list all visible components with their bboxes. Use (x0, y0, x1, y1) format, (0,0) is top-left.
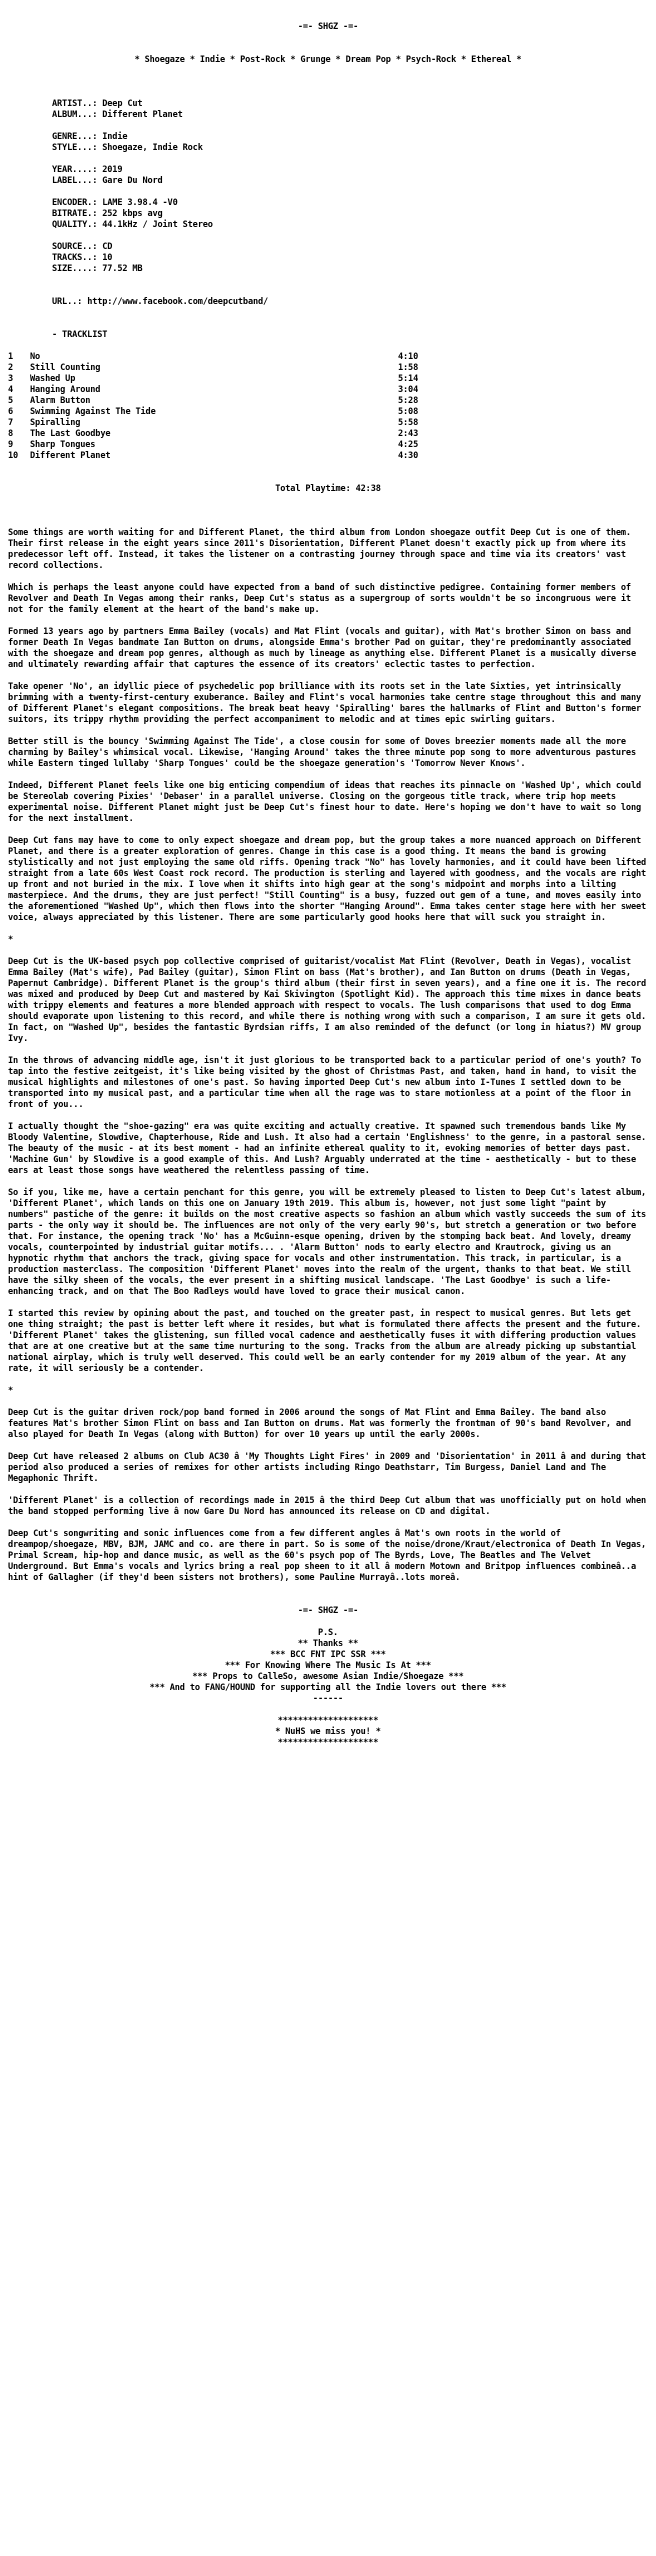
track-title: The Last Goodbye (30, 429, 111, 439)
track-row (8, 374, 438, 385)
info-row (52, 220, 648, 231)
footer-line: * NuHS we miss you! * (275, 1727, 381, 1737)
footer-line: ******************** (277, 1716, 379, 1726)
paragraph: Indeed, Different Planet feels like one big enticing compendium of ideas that reaches its pinnacle on 'Washed Up', which could be Stereolab covering Pixies' 'Debaser' in a parallel universe. Closing on the gorgeous title track, where trip hop meets experimental noise. Different Planet might just be Deep Cut's finest hour to date. Here's hoping we don't have to wait so long for the next installment. (8, 781, 642, 824)
info-label: TRACKS..: (52, 253, 98, 263)
track-row (8, 407, 438, 418)
info-label: LABEL...: (52, 176, 98, 186)
paragraph: Take opener 'No', an idyllic piece of psychedelic pop brilliance with its roots set in the late Sixties, yet intrinsically brimming with a twenty-first-century exuberance. Bailey and Flint's vocal harmonies take centre stage throughout this and many of Different Planet's elegant compositions. The break beat heavy 'Spiralling' bares the hallmarks of Flint and Button's former suitors, its trippy rhythm providing the perfect accompaniment to melodic and at times epic swirling guitars. (8, 682, 642, 725)
track-duration: 1:58 (398, 363, 419, 373)
info-row (52, 242, 648, 253)
track-row (8, 429, 438, 440)
paragraph: Better still is the bouncy 'Swimming Against The Tide', a close cousin for some of Doves breezier moments made all the more charming by Bailey's whimsical vocal. Likewise, 'Hanging Around' takes the three minute pop song to more adventurous pastures while Eastern tinged lullaby 'Sharp Tongues' could be the shoegaze generation's 'Tomorrow Never Knows'. (8, 737, 636, 769)
paragraph: Deep Cut is the UK-based psych pop collective comprised of guitarist/vocalist Mat Flint (Revolver, Death in Vegas), vocalist Emma Bailey (Mat's wife), Pad Bailey (guitar), Simon Flint on bass (Mat's brother), and Ian Button on drums (Death in Vegas, Papernut Cambridge). Different Planet is the group's third album (their first in seven years), and a fine one it is. The record was mixed and produced by Deep Cut and mastered by Kai Skivington (Spotlight Kid). The approach this time mixes in dance beats with trippy elements and features a more blended approach with respect to vocals. The lush comparisons that used to dog Emma should evaporate upon listening to this record, and while there is nothing wrong with such a comparison, I am sure it gets old. In fact, on "Washed Up", besides the fantastic Byrdsian riffs, I am also reminded of the defunct (or long in hiatus?) MV group Ivy. (8, 957, 647, 1044)
track-title: Sharp Tongues (30, 440, 96, 450)
track-duration: 5:14 (398, 374, 419, 384)
release-info (8, 99, 648, 275)
info-value: Shoegaze, Indie Rock (102, 143, 203, 153)
info-row (52, 176, 648, 187)
info-label: BITRATE.: (52, 209, 98, 219)
paragraph: 'Different Planet' is a collection of recordings made in 2015 â the third Deep Cut album that was unofficially put on hold when the band stopped performing live â now Gare Du Nord has announced its release on CD and digital. (8, 1496, 647, 1517)
info-value: 252 kbps avg (102, 209, 163, 219)
info-label: STYLE...: (52, 143, 98, 153)
paragraph: I actually thought the "shoe-gazing" era was quite exciting and actually creative. It spawned such tremendous bands like My Bloody Valentine, Slowdive, Chapterhouse, Ride and Lush. It also had a certain 'Englishness' to the genre, in a pastoral sense. The beauty of the music - at its best moment - had an infinite ethereal quality to it, evoking memories of better days past. 'Machine Gun' by Slowdive is a good example of this. And Lush? Arguably underrated at the time - aesthetically - but to these ears at least those songs have weathered the relentless passing of time. (8, 1122, 647, 1176)
track-duration: 5:08 (398, 407, 419, 417)
info-label: ALBUM...: (52, 110, 98, 120)
track-row (8, 396, 438, 407)
track-number: 4 (8, 385, 14, 395)
info-label: SOURCE..: (52, 242, 98, 252)
paragraph: Deep Cut fans may have to come to only expect shoegaze and dream pop, but the group takes a more nuanced approach on Different Planet, and there is a greater exploration of genres. Change in this case is a good thing. It means the band is growing stylistically and not just employing the same old riffs. Opening track "No" has lovely harmonies, and it could have been lifted straight from a late 60s West Coast rock record. The production is sterling and layered with goodness, and the vocals are right up front and not buried in the mix. I love when it shifts into high gear at the song's midpoint and morphs into a lilting masterpiece. And the drums, they are just perfect! "Still Counting" is a busy, fuzzed out gem of a tune, and moves easily into the aforementioned "Washed Up", which then flows into the shorter "Hanging Around". Emma takes center stage here with her sweet voice, always appreciated by this listener. There are some particularly good hooks here that will suck you straight in. (8, 836, 647, 923)
track-number: 1 (8, 352, 14, 362)
paragraph: Some things are worth waiting for and Different Planet, the third album from London shoegaze outfit Deep Cut is one of them. Their first release in the eight years since 2011's Disorientation, Different Planet doesn't exactly pick up from where its predecessor left off. Instead, it takes the listener on a contrasting journey through space and time via its creators' vast record collections. (8, 528, 631, 571)
track-title: Spiralling (30, 418, 81, 428)
track-duration: 4:10 (398, 352, 419, 362)
url-value[interactable]: http://www.facebook.com/deepcutband/ (87, 297, 269, 307)
info-row (52, 165, 648, 176)
info-row (52, 209, 648, 220)
info-row (52, 154, 648, 165)
url-line (8, 297, 648, 308)
footer-line: *** Props to CalleSo, awesome Asian Indie/Shoegaze *** (192, 1672, 464, 1682)
info-row (52, 231, 648, 242)
track-number: 9 (8, 440, 14, 450)
track-row (8, 352, 438, 363)
track-row (8, 363, 438, 374)
track-duration: 5:28 (398, 396, 419, 406)
band-bio (8, 1408, 648, 1584)
track-number: 5 (8, 396, 14, 406)
genres-line: * Shoegaze * Indie * Post-Rock * Grunge * Dream Pop * Psych-Rock * Ethereal * (134, 55, 522, 65)
info-value: 10 (102, 253, 113, 263)
info-value: 44.1kHz / Joint Stereo (102, 220, 213, 230)
paragraph: Which is perhaps the least anyone could have expected from a band of such distinctive pedigree. Containing former members of Revolver and Death In Vegas among their ranks, Deep Cut's status as a supergroup of sorts wouldn't be so incongruous were it not for the family element at the heart of the band's make up. (8, 583, 631, 615)
info-row (52, 198, 648, 209)
info-value: Gare Du Nord (102, 176, 163, 186)
track-title: Alarm Button (30, 396, 91, 406)
footer-line: *** For Knowing Where The Music Is At *** (225, 1661, 431, 1671)
track-row (8, 440, 438, 451)
footer-line: ******************** (277, 1738, 379, 1748)
info-row (52, 143, 648, 154)
paragraph: Formed 13 years ago by partners Emma Bailey (vocals) and Mat Flint (vocals and guitar), with Mat's brother Simon on bass and former Death In Vegas bandmate Ian Button on drums, alongside Emma's brother Pad on guitar, they're predominantly associated with the shoegaze and dream pop genres, although as much by lineage as anything else. Different Planet is a musically diverse and ultimately rewarding affair that captures the essence of its creators' eclectic tastes to perfection. (8, 627, 636, 670)
track-number: 10 (8, 451, 19, 461)
url-label: URL..: (52, 297, 83, 307)
paragraph: So if you, like me, have a certain penchant for this genre, you will be extremely pleased to listen to Deep Cut's latest album, 'Different Planet', which lands on this one on January 19th 2019. This album is, however, not just some light "paint by numbers" pastiche of the genre: it builds on the most creative aspects so fashion an album which vastly succeeds the sum of its parts - the only way it should be. The influences are not only of the very early 90's, but stretch a generation or two before that. For instance, the opening track 'No' has a McGuinn-esque opening, driven by the stomping back beat. And lovely, dreamy vocals, counterpointed by industrial guitar motifs... . 'Alarm Button' nods to early electro and Krautrock, giving us an hypnotic rhythm that anchors the track, giving space for vocals and other instrumentation. This track, in particular, is a production masterclass. The composition 'Different Planet' moves into the realm of the urgent, thanks to that beat. We still have the silky sheen of the vocals, the ever present in a shifting musical landscape. 'The Last Goodbye' is such a life-enhancing track, and on that The Boo Radleys would have loved to grace their musical canon. (8, 1188, 647, 1297)
footer-banner: -=- SHGZ -=- (297, 1606, 359, 1616)
info-row (52, 132, 648, 143)
info-label: SIZE....: (52, 264, 98, 274)
review-section-2 (8, 957, 648, 1375)
info-row (52, 253, 648, 264)
footer-credits (8, 1628, 648, 1749)
info-value: Deep Cut (102, 99, 143, 109)
track-duration: 4:25 (398, 440, 419, 450)
info-value: 2019 (102, 165, 123, 175)
info-value: LAME 3.98.4 -V0 (102, 198, 178, 208)
footer-line: *** BCC FNT IPC SSR *** (270, 1650, 386, 1660)
info-value: Different Planet (102, 110, 183, 120)
track-title: Swimming Against The Tide (30, 407, 156, 417)
track-title: No (30, 352, 41, 362)
tracklist-heading: - TRACKLIST (52, 330, 108, 340)
track-title: Still Counting (30, 363, 101, 373)
paragraph: In the throws of advancing middle age, isn't it just glorious to be transported back to a particular period of one's youth? To tap into the festive zeitgeist, it's like being visited by the ghost of Christmas Past, and taken, hand in hand, to visit the musical highlights and milestones of one's past. So having imported Deep Cut's new album into I-Tunes I settled down to be transported into my musical past, and a particular time when all the rage was to stare motionless at a point of the floor in front of you... (8, 1056, 642, 1110)
info-label: QUALITY.: (52, 220, 98, 230)
track-duration: 4:30 (398, 451, 419, 461)
total-playtime: Total Playtime: 42:38 (275, 484, 381, 494)
info-row (52, 187, 648, 198)
paragraph: I started this review by opining about the past, and touched on the greater past, in respect to musical genres. But lets get one thing straight; the past is better left where it resides, but what is formulated there affects the present and the future. 'Different Planet' takes the glistening, sun filled vocal cadence and aesthetically fuses it with differing production values that are at one creative but at the same time nurturing to the song. Tracks from the album are already picking up substantial national airplay, which is truly well deserved. This could well be an early contender for my 2019 album of the year. At any rate, it will seriously be a contender. (8, 1309, 642, 1374)
footer-line: P.S. (317, 1628, 339, 1638)
info-row (52, 110, 648, 121)
separator-star: * (8, 935, 14, 945)
review-section-1 (8, 528, 648, 924)
track-row (8, 385, 438, 396)
track-duration: 3:04 (398, 385, 419, 395)
info-label: GENRE...: (52, 132, 98, 142)
info-label: ENCODER.: (52, 198, 98, 208)
track-row (8, 451, 438, 462)
info-row (52, 99, 648, 110)
track-duration: 5:58 (398, 418, 419, 428)
footer-line: ** Thanks ** (297, 1639, 359, 1649)
info-value: 77.52 MB (102, 264, 143, 274)
footer-line (8, 1705, 648, 1716)
track-row (8, 418, 438, 429)
tracklist (8, 352, 648, 462)
track-number: 7 (8, 418, 14, 428)
header-banner: -=- SHGZ -=- (297, 22, 359, 32)
track-title: Different Planet (30, 451, 111, 461)
track-number: 2 (8, 363, 14, 373)
track-number: 6 (8, 407, 14, 417)
separator-star: * (8, 1386, 14, 1396)
track-duration: 2:43 (398, 429, 419, 439)
info-value: Indie (102, 132, 128, 142)
track-number: 8 (8, 429, 14, 439)
paragraph: Deep Cut's songwriting and sonic influences come from a few different angles â Mat's own roots in the world of dreampop/shoegaze, MBV, BJM, JAMC and co. are there in part. So is some of the noise/drone/Kraut/electronica of Death In Vegas, Primal Scream, hip-hop and dance music, as well as the 60's psych pop of The Byrds, Love, The Beatles and The Velvet Underground. But Emma's vocals and lyrics bring a real pop sheen to it all â modern Motown and Britpop influences combineâ..a hint of Gallagher (if they'd been sisters not brothers), some Pauline Murrayâ..lots moreâ. (8, 1529, 647, 1583)
footer-line: ------ (312, 1694, 344, 1704)
paragraph: Deep Cut have released 2 albums on Club AC30 â 'My Thoughts Light Fires' in 2009 and 'Disorientation' in 2011 â and during that period also produced a series of remixes for other artists including Ringo Deathstarr, Tim Burgess, Daniel Land and The Megaphonic Thrift. (8, 1452, 647, 1484)
track-title: Washed Up (30, 374, 76, 384)
track-number: 3 (8, 374, 14, 384)
paragraph: Deep Cut is the guitar driven rock/pop band formed in 2006 around the songs of Mat Flint and Emma Bailey. The band also features Mat's brother Simon Flint on bass and Ian Button on drums. Mat was formerly the frontman of 90's band Revolver, and also played for Death In Vegas (along with Button) for over 10 years up until the early 2000s. (8, 1408, 631, 1440)
info-row (52, 264, 648, 275)
info-value: CD (102, 242, 113, 252)
info-label: YEAR....: (52, 165, 98, 175)
info-label: ARTIST..: (52, 99, 98, 109)
footer-line: *** And to FANG/HOUND for supporting all the Indie lovers out there *** (149, 1683, 507, 1693)
track-title: Hanging Around (30, 385, 101, 395)
info-row (52, 121, 648, 132)
